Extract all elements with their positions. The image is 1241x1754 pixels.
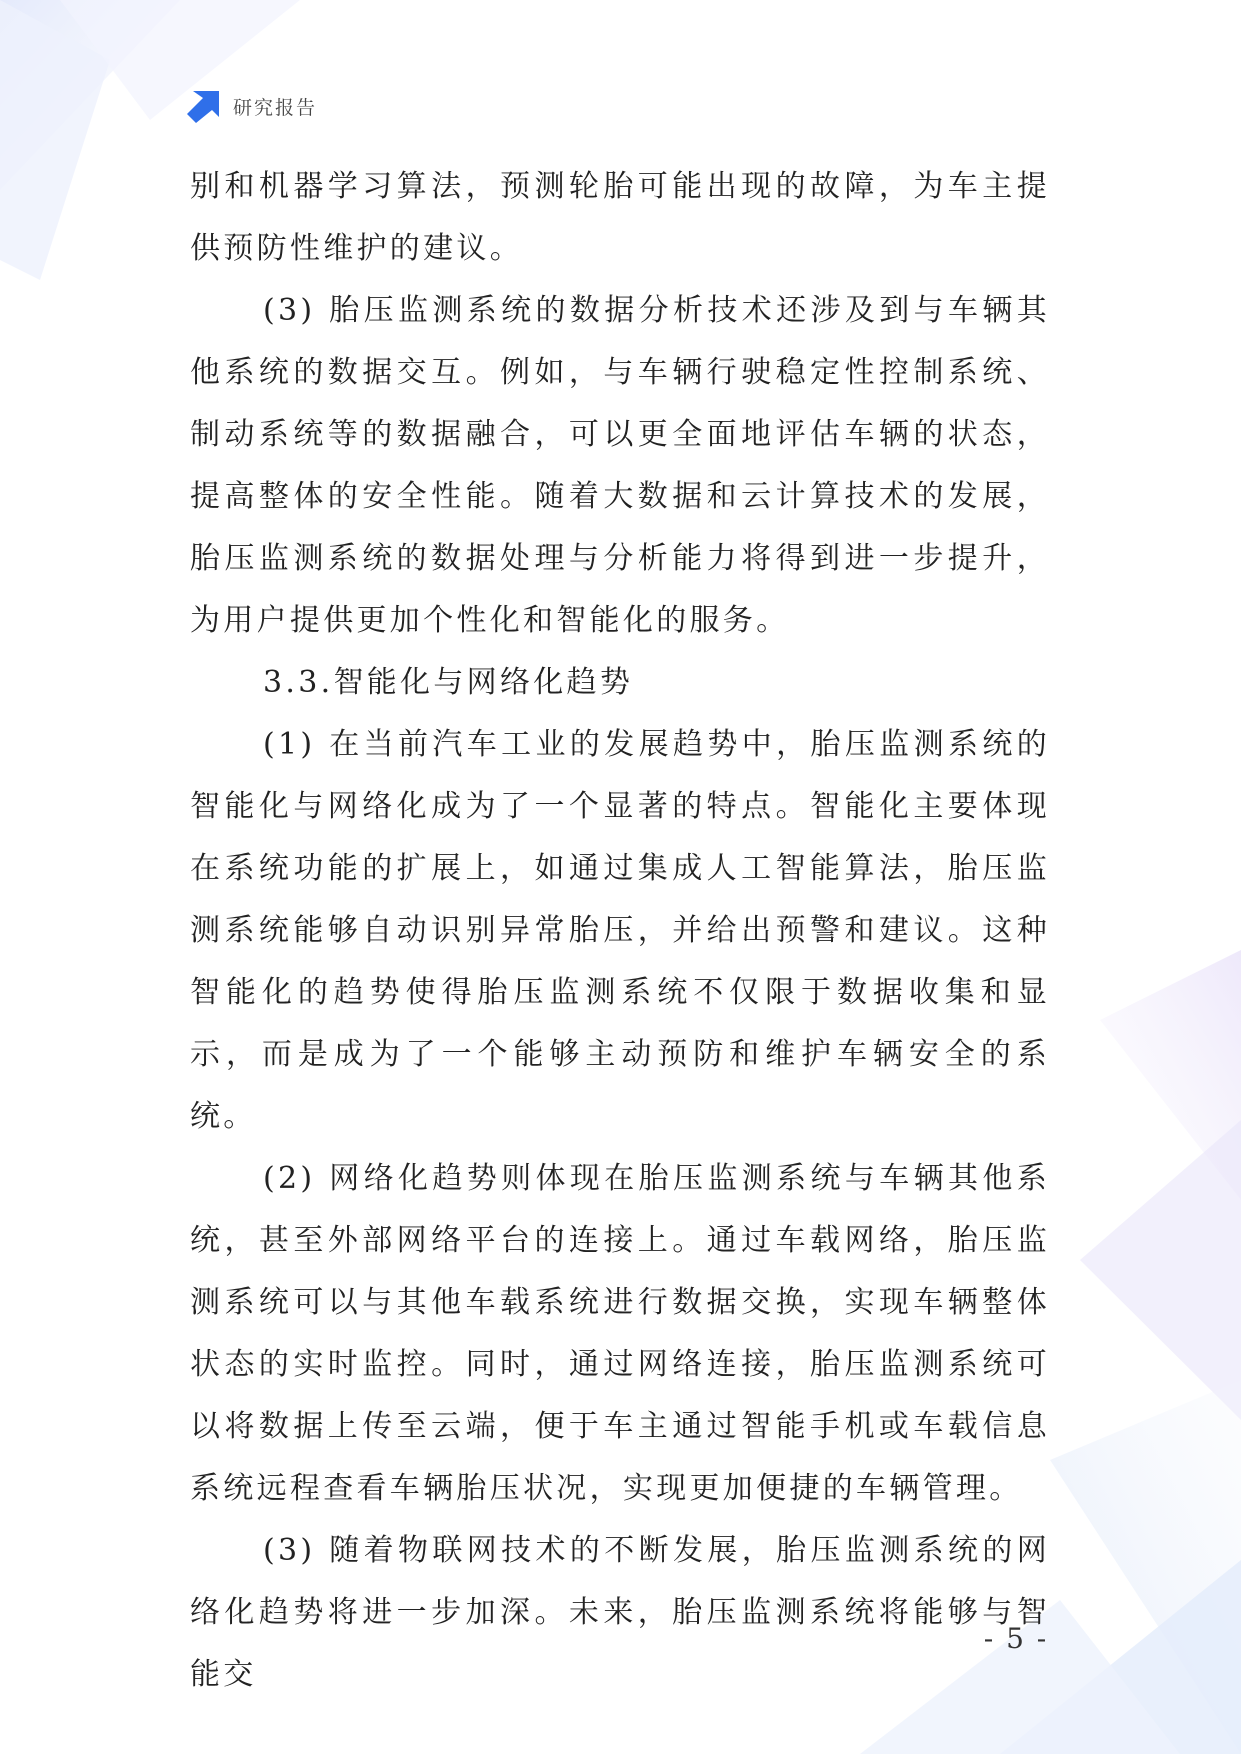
report-header xyxy=(187,88,317,124)
page-number: - 5 - xyxy=(983,1622,1049,1655)
arrow-up-right-icon xyxy=(187,89,221,123)
paragraph-item-3: (3) 胎压监测系统的数据分析技术还涉及到与车辆其他系统的数据交互。例如，与车辆行驶稳定性控制系统、制动系统等的数据融合，可以更全面地评估车辆的状态，提高整体的安全性能。随着大数据和云计算技术的发展，胎压监测系统的数据处理与分析能力将得到进一步提升，为用户提供更加个性化和智能化的服务。 xyxy=(190,293,1050,638)
paragraph-item-2: (2) 网络化趋势则体现在胎压监测系统与车辆其他系统，甚至外部网络平台的连接上。通过车载网络，胎压监测系统可以与其他车载系统进行数据交换，实现车辆整体状态的实时监控。同时，通过网络连接，胎压监测系统可以将数据上传至云端，便于车主通过智能手机或车载信息系统远程查看车辆胎压状况，实现更加便捷的车辆管理。 xyxy=(190,1161,1050,1506)
paragraph-continuation: 别和机器学习算法，预测轮胎可能出现的故障，为车主提供预防性维护的建议。 xyxy=(190,169,1050,266)
section-heading: 3.3.智能化与网络化趋势 xyxy=(263,665,634,700)
paragraph-item-3b: (3) 随着物联网技术的不断发展，胎压监测系统的网络化趋势将进一步加深。未来，胎压监测系统将能够与智能交 xyxy=(190,1533,1050,1692)
document-body xyxy=(190,156,1050,1706)
paragraph-item-1: (1) 在当前汽车工业的发展趋势中，胎压监测系统的智能化与网络化成为了一个显著的特点。智能化主要体现在系统功能的扩展上，如通过集成人工智能算法，胎压监测系统能够自动识别异常胎压，并给出预警和建议。这种智能化的趋势使得胎压监测系统不仅限于数据收集和显示，而是成为了一个能够主动预防和维护车辆安全的系统。 xyxy=(190,727,1050,1134)
header-title: 研究报告 xyxy=(233,96,318,119)
